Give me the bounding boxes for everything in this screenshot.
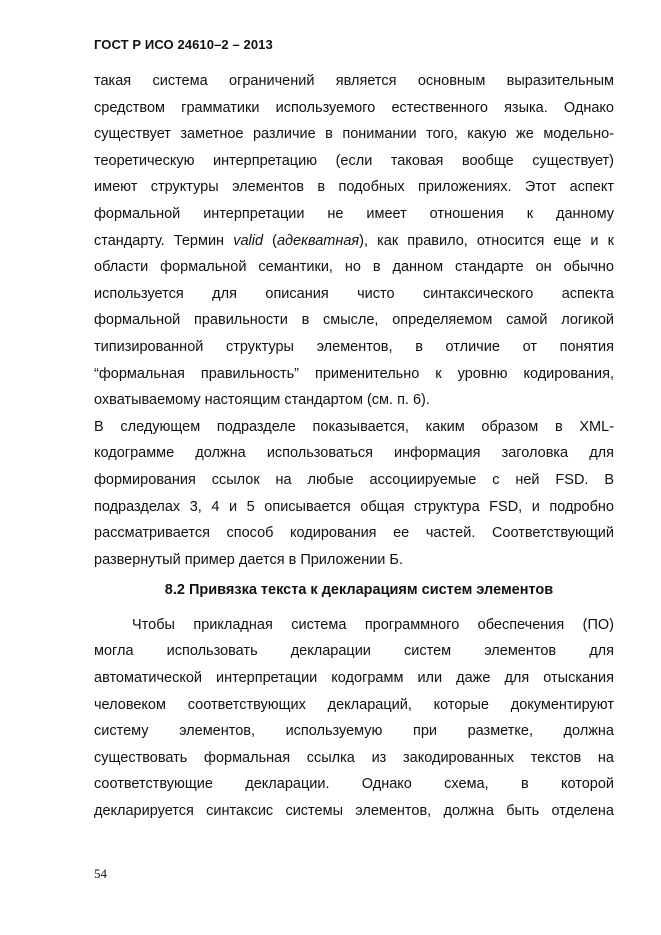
text-line: кодограмме должна использоваться информация заголовка для	[94, 445, 614, 462]
text-line-with-term	[94, 228, 614, 255]
text-line: могла использовать декларации систем элементов для	[94, 643, 614, 660]
text-fragment: ), как правило, относится еще и к	[359, 232, 614, 249]
text-line: рассматривается способ кодирования ее частей. Соответствующий	[94, 525, 614, 542]
paragraph-2	[94, 414, 614, 574]
text-fragment: (	[263, 232, 277, 249]
section-heading: 8.2 Привязка текста к декларациям систем элементов	[164, 582, 554, 599]
body-text	[94, 68, 614, 825]
text-line: имеют структуры элементов в подобных приложениях. Этот аспект	[94, 179, 614, 196]
text-line: человеком соответствующих деклараций, которые документируют	[94, 696, 614, 713]
page-number: 54	[94, 866, 107, 881]
text-line: такая система ограничений является основным выразительным	[94, 73, 614, 89]
text-line: “формальная правильность” применительно к уровню кодирования,	[94, 365, 614, 382]
text-line: охватываемому настоящим стандартом (см. п. 6).	[94, 392, 430, 409]
text-line: используется для описания чисто синтаксического аспекта	[94, 285, 614, 302]
text-line: типизированной структуры элементов, в отличие от понятия	[94, 338, 614, 355]
text-line: В следующем подразделе показывается, каким образом в XML-	[94, 418, 614, 435]
text-line: систему элементов, используемую при разметке, должна	[94, 723, 614, 740]
paragraph-3	[94, 612, 614, 825]
text-line: Чтобы прикладная система программного обеспечения (ПО)	[132, 616, 614, 633]
text-line: формальной интерпретации не имеет отношения к данному	[94, 205, 614, 222]
text-line: соответствующие декларации. Однако схема, в которой	[94, 776, 614, 793]
text-fragment: стандарту. Термин	[94, 232, 234, 249]
text-line: средством грамматики используемого естественного языка. Однако	[94, 99, 614, 116]
text-line: формирования ссылок на любые ассоциируемые с ней FSD. В	[94, 471, 614, 488]
paragraph-1	[94, 68, 614, 414]
term-adequate: адекватная	[276, 232, 360, 249]
text-line: подразделах 3, 4 и 5 описывается общая структура FSD, и подробно	[94, 498, 614, 515]
text-line: формальной правильности в смысле, определяемом самой логикой	[94, 312, 614, 329]
text-line: декларируется синтаксис системы элементов, должна быть отделена	[94, 803, 614, 820]
text-line: автоматической интерпретации кодограмм или даже для отыскания	[94, 670, 614, 687]
text-line: существовать формальная ссылка из закодированных текстов на	[94, 749, 614, 766]
term-valid: valid	[233, 232, 264, 249]
text-line: развернутый пример дается в Приложении Б.	[94, 551, 403, 568]
text-line: существует заметное различие в понимании того, какую же модельно-	[94, 126, 614, 143]
document-header: ГОСТ Р ИСО 24610–2 – 2013	[94, 37, 273, 52]
text-line: области формальной семантики, но в данном стандарте он обычно	[94, 259, 614, 276]
text-line: теоретическую интерпретацию (если таковая вообще существует)	[94, 152, 614, 169]
